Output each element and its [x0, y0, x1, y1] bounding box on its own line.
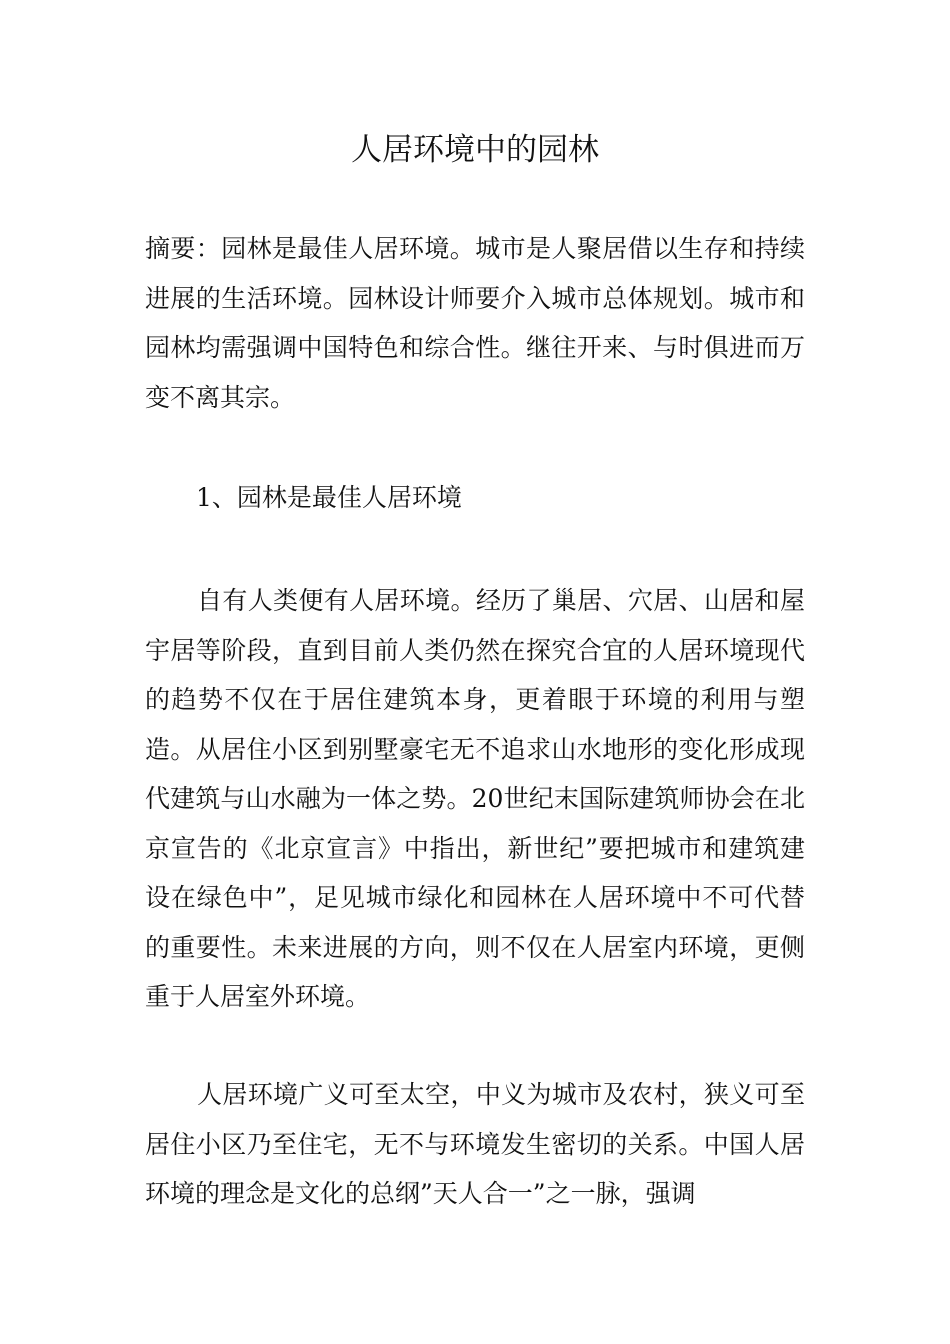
abstract-paragraph: 摘要：园林是最佳人居环境。城市是人聚居借以生存和持续进展的生活环境。园林设计师要介入城市总体规划。城市和园林均需强调中国特色和综合性。继往开来、与时俱进而万变不离其宗。 [145, 234, 805, 412]
section-heading: 1、园林是最佳人居环境 [196, 483, 462, 512]
body-paragraph-2: 人居环境广义可至太空，中义为城市及农村，狭义可至居住小区乃至住宅，无不与环境发生密切的关系。中国人居环境的理念是文化的总纲”天人合一”之一脉，强调 [145, 1080, 805, 1208]
body-paragraph-1: 自有人类便有人居环境。经历了巢居、穴居、山居和屋宇居等阶段，直到目前人类仍然在探究合宜的人居环境现代的趋势不仅在于居住建筑本身，更着眼于环境的利用与塑造。从居住小区到别墅豪宅无不追求山水地形的变化形成现代建筑与山水融为一体之势。20世纪末国际建筑师协会在北京宣告的《北京宣言》中指出，新世纪”要把城市和建筑建设在绿色中”，足见城市绿化和园林在人居环境中不可代替的重要性。未来进展的方向，则不仅在人居室内环境，更侧重于人居室外环境。 [145, 586, 805, 1011]
document-title: 人居环境中的园林 [351, 132, 599, 168]
